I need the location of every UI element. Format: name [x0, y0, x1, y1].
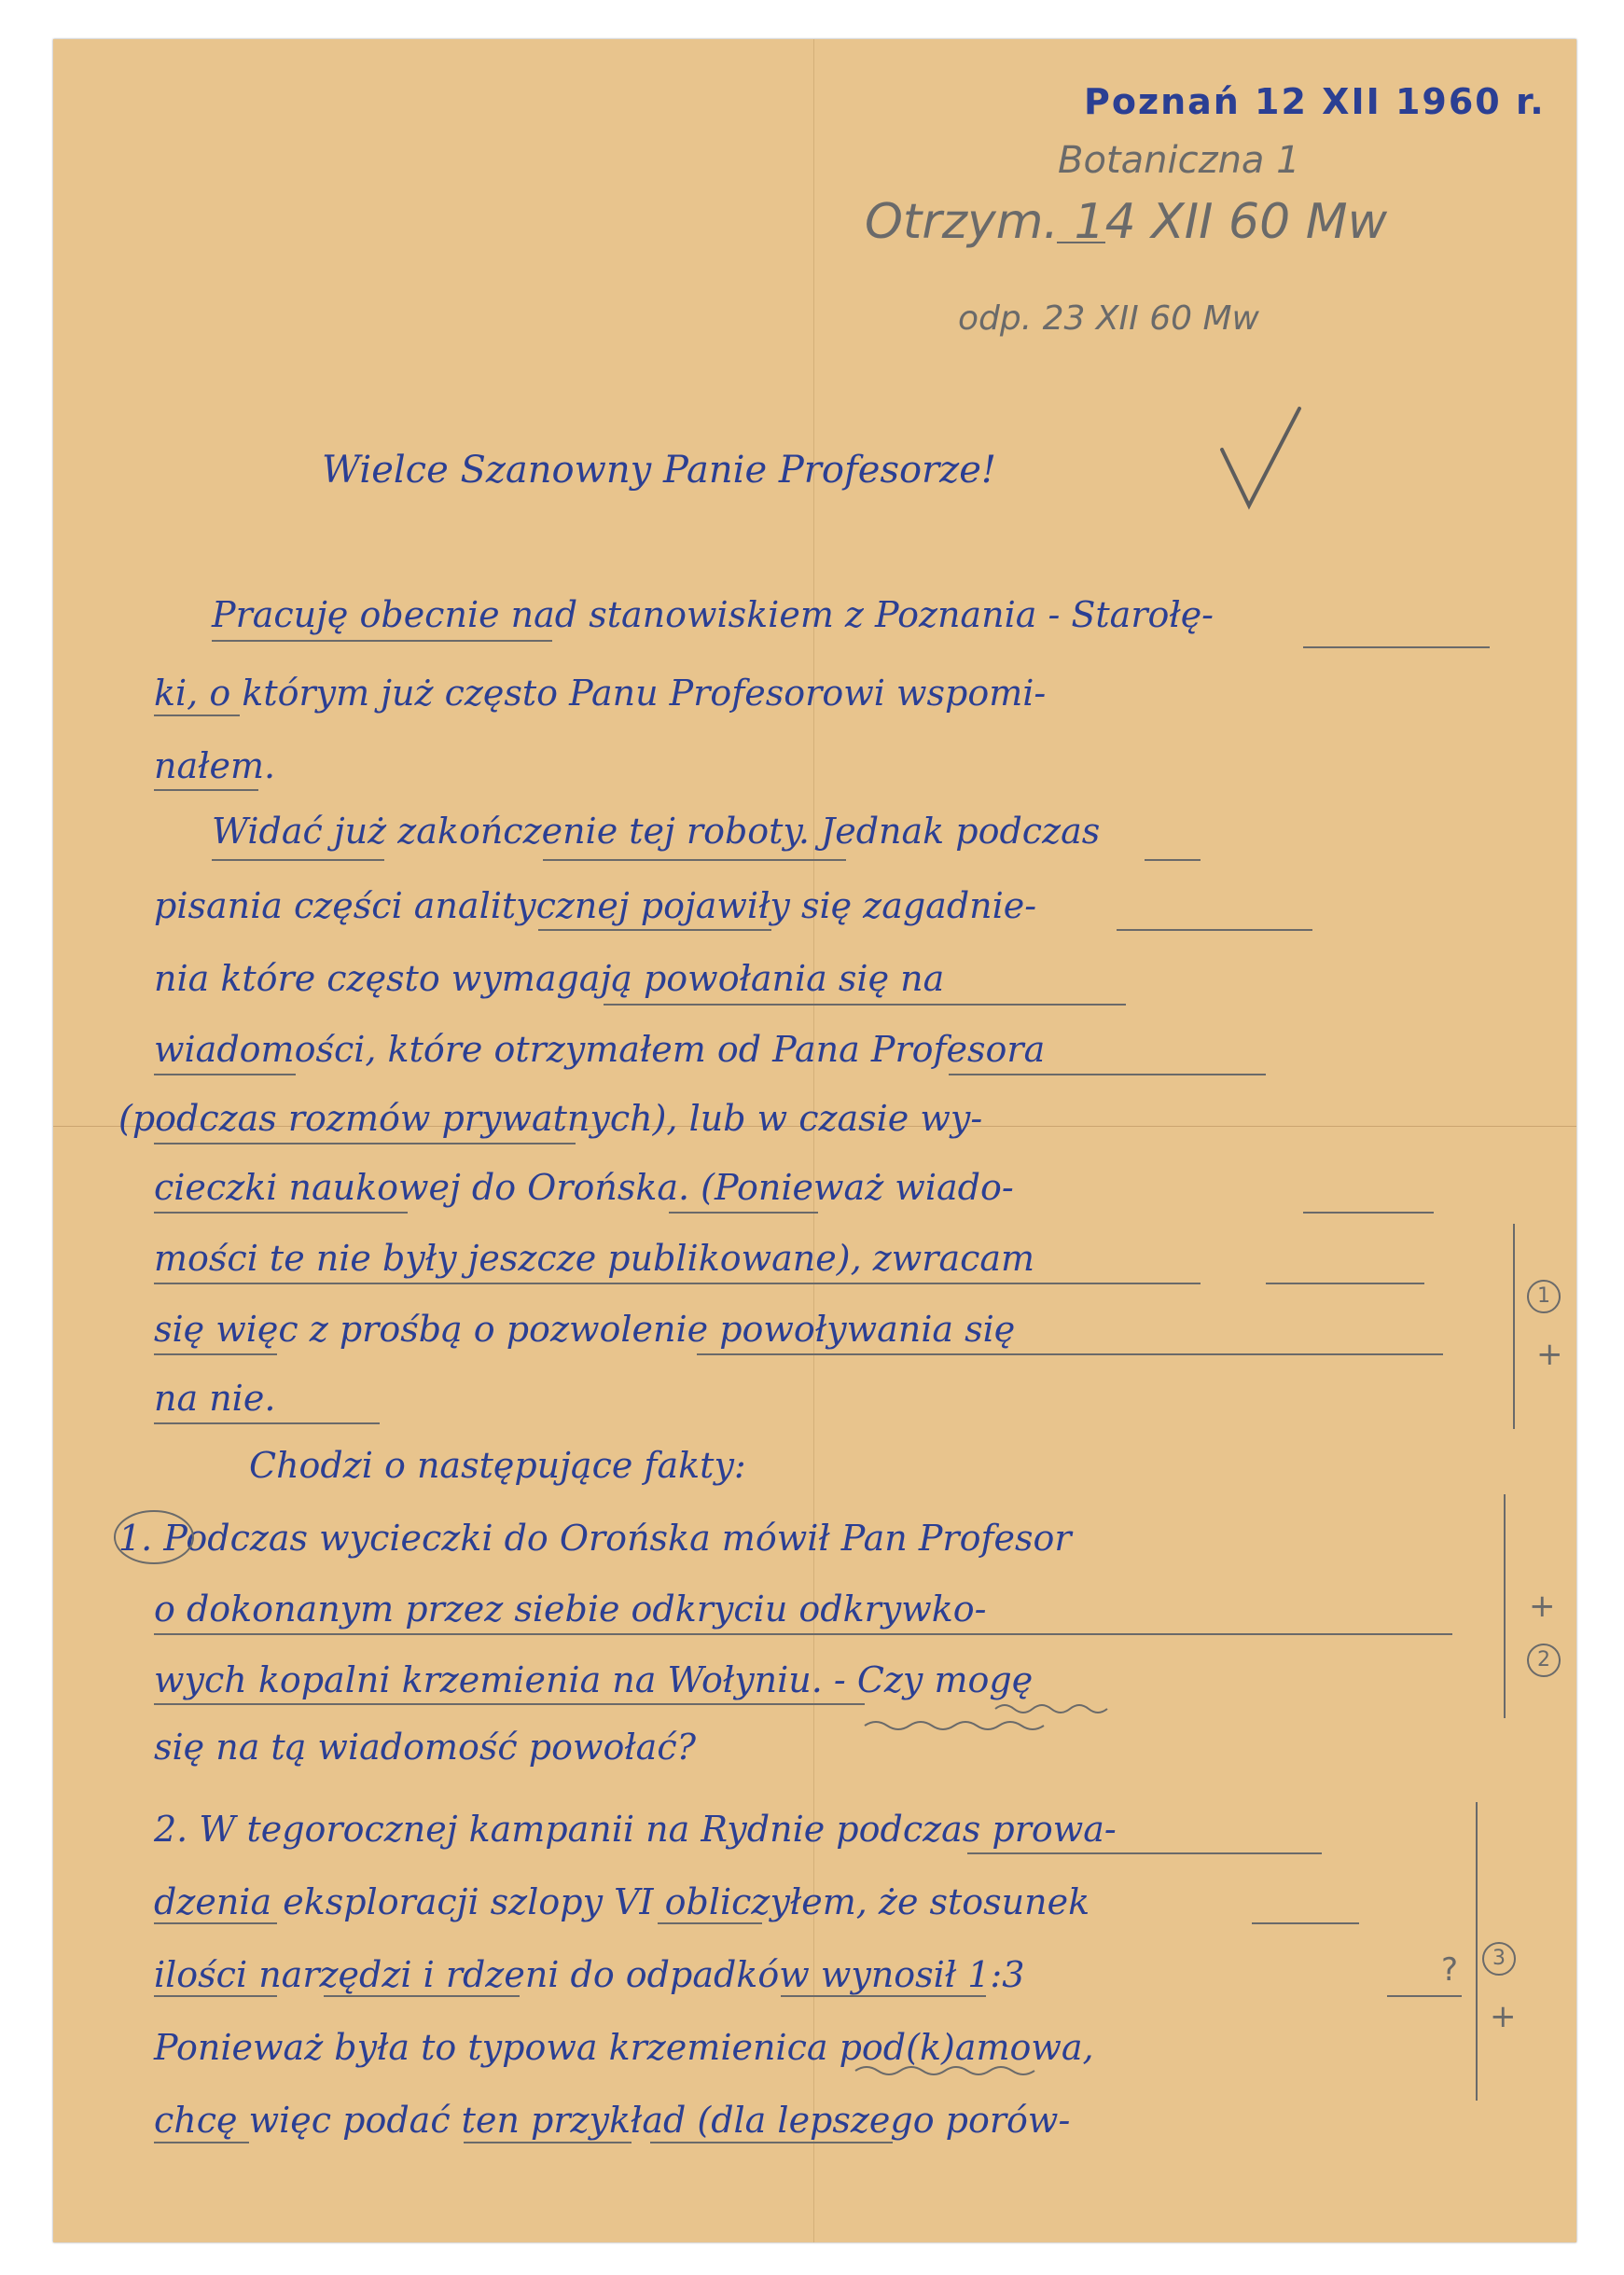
- body-line: chcę więc podać ten przykład (dla lepszego porów-: [154, 2100, 1071, 2141]
- margin-number-2: 2: [1527, 1644, 1561, 1677]
- body-line: Chodzi o następujące fakty:: [249, 1445, 746, 1486]
- body-line: nia które często wymagają powołania się na: [154, 958, 945, 999]
- pencil-annotations: [53, 39, 1576, 2242]
- body-line: mości te nie były jeszcze publikowane), zwracam: [154, 1238, 1035, 1279]
- body-line: 2. W tegorocznej kampanii na Rydnie podczas prowa-: [154, 1809, 1117, 1850]
- body-line: dzenia eksploracji szlopy VI obliczyłem, że stosunek: [154, 1881, 1090, 1922]
- margin-bracket: [1476, 1802, 1478, 2101]
- body-line: Pracuję obecnie nad stanowiskiem z Poznania - Starołę-: [212, 594, 1215, 635]
- place-date: Poznań 12 XII 1960 r.: [1084, 81, 1546, 122]
- wavy-underline: [855, 2067, 1034, 2074]
- body-line: wiadomości, które otrzymałem od Pana Profesora: [154, 1029, 1046, 1070]
- reply-note: odp. 23 XII 60 Mw: [958, 299, 1259, 338]
- letter-sheet: [53, 39, 1576, 2242]
- body-line: cieczki naukowej do Orońska. (Ponieważ wiado-: [154, 1167, 1014, 1208]
- salutation: Wielce Szanowny Panie Profesorze!: [322, 449, 996, 492]
- body-line: Ponieważ była to typowa krzemienica pod(k)amowa,: [154, 2027, 1094, 2068]
- body-line: się więc z prośbą o pozwolenie powoływania się: [154, 1309, 1016, 1350]
- wavy-underline: [995, 1705, 1107, 1713]
- body-line: o dokonanym przez siebie odkryciu odkrywko-: [154, 1588, 987, 1630]
- received-note: Otrzym. 14 XII 60 Mw: [865, 194, 1388, 250]
- body-line: się na tą wiadomość powołać?: [154, 1727, 696, 1768]
- body-line: pisania części analitycznej pojawiły się zagadnie-: [154, 885, 1037, 926]
- body-line: ki, o którym już często Panu Profesorowi wspomi-: [154, 673, 1047, 714]
- wavy-underline: [865, 1722, 1044, 1729]
- margin-bracket: [1513, 1224, 1515, 1429]
- body-line: ilości narzędzi i rdzeni do odpadków wynosił 1:3: [154, 1954, 1025, 1995]
- body-line: (podczas rozmów prywatnych), lub w czasie wy-: [118, 1098, 983, 1139]
- body-line: wych kopalni krzemienia na Wołyniu. - Czy mogę: [154, 1659, 1034, 1700]
- margin-bracket: [1504, 1494, 1506, 1718]
- margin-plus-1: +: [1536, 1336, 1563, 1373]
- circle-mark: [115, 1511, 193, 1563]
- address-note: Botaniczna 1: [1058, 139, 1300, 182]
- check-mark-icon: [1222, 409, 1299, 506]
- margin-number-1: 1: [1527, 1280, 1561, 1313]
- body-line: na nie.: [154, 1378, 276, 1419]
- body-line: 1. Podczas wycieczki do Orońska mówił Pan Profesor: [118, 1518, 1072, 1559]
- margin-plus-3: +: [1490, 1998, 1517, 2035]
- margin-question: ?: [1441, 1951, 1459, 1989]
- body-line: nałem.: [154, 745, 276, 786]
- body-line: Widać już zakończenie tej roboty. Jednak podczas: [212, 811, 1101, 852]
- margin-plus-2: +: [1529, 1588, 1556, 1625]
- margin-number-3: 3: [1482, 1942, 1516, 1976]
